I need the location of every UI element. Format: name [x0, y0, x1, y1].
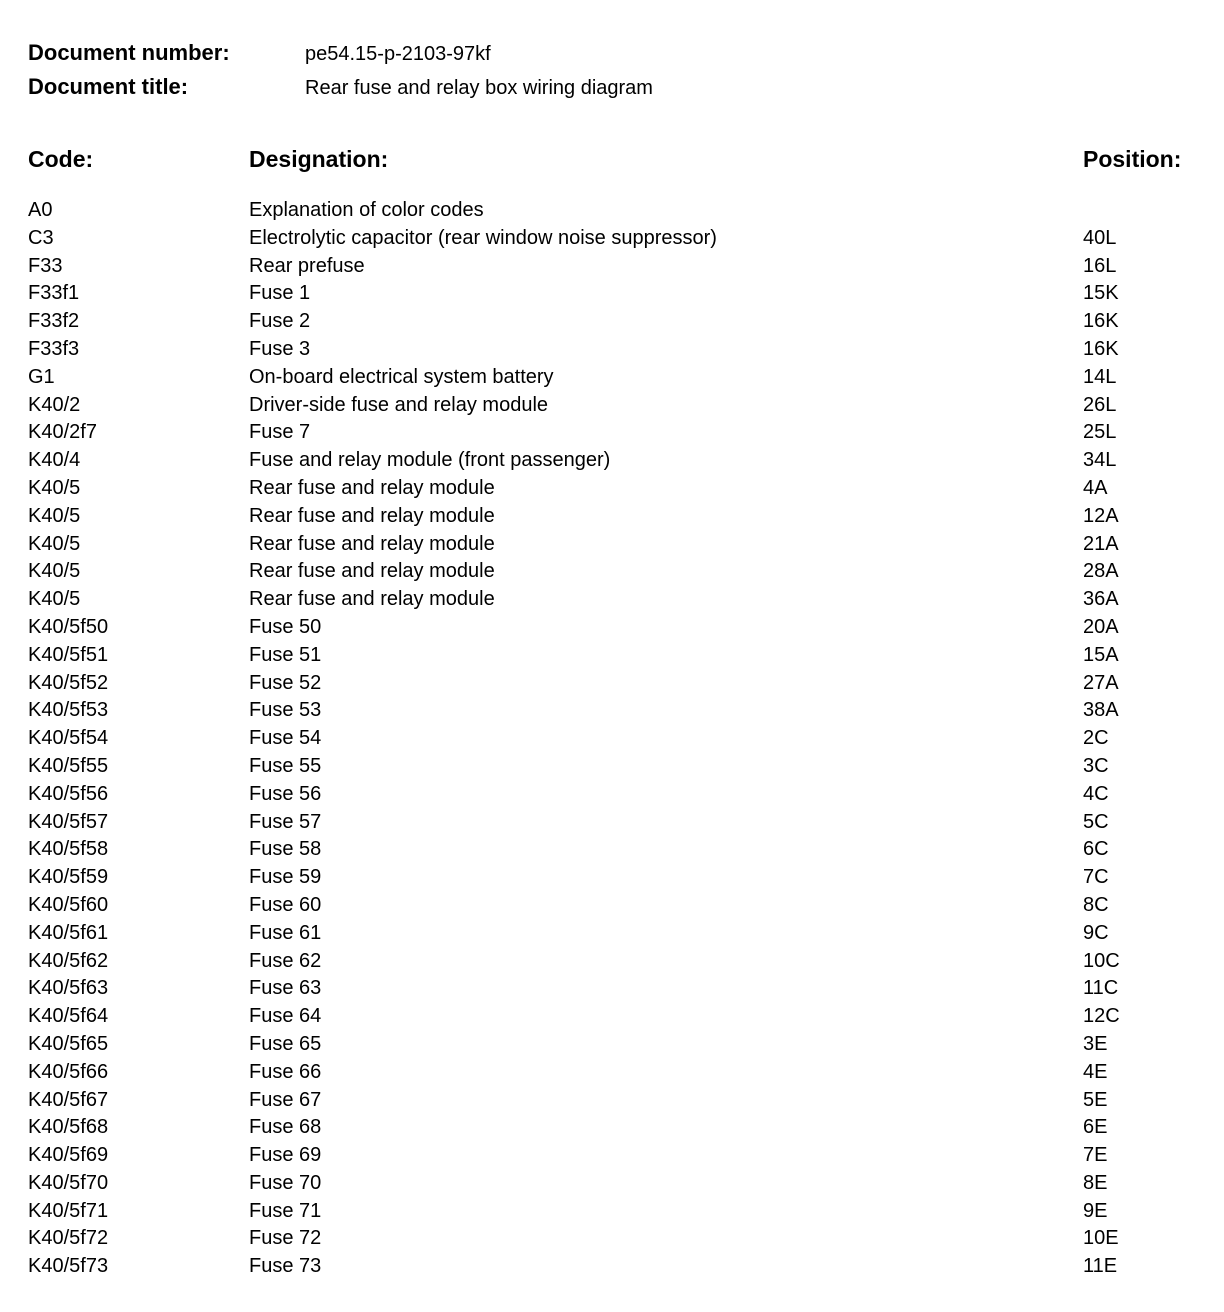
row-code: K40/5f56 — [28, 782, 109, 805]
row-code: K40/5 — [28, 588, 81, 611]
row-designation: Fuse 58 — [249, 838, 322, 861]
row-position: 4A — [1083, 476, 1108, 499]
table-row — [28, 1114, 1198, 1142]
table-row — [28, 614, 1198, 642]
row-code: K40/5f72 — [28, 1227, 109, 1250]
row-designation: Fuse 51 — [249, 643, 322, 666]
row-position: 20A — [1083, 615, 1119, 638]
header-designation: Designation: — [249, 146, 389, 172]
table-row — [28, 642, 1198, 670]
row-designation: Rear fuse and relay module — [249, 476, 495, 499]
row-designation: Fuse 52 — [249, 671, 322, 694]
row-position: 36A — [1083, 588, 1119, 611]
table-row — [28, 558, 1198, 586]
table-row — [28, 725, 1198, 753]
row-position: 7E — [1083, 1144, 1108, 1167]
row-designation: Explanation of color codes — [249, 199, 484, 221]
table-row — [28, 1198, 1198, 1226]
row-code: K40/5f64 — [28, 1005, 109, 1028]
table-row — [28, 864, 1198, 892]
row-code: K40/5f55 — [28, 754, 109, 777]
row-code: K40/5f69 — [28, 1144, 109, 1167]
row-code: K40/5f65 — [28, 1032, 109, 1055]
row-position: 34L — [1083, 449, 1117, 472]
table-row — [28, 392, 1198, 420]
row-code: K40/5f66 — [28, 1060, 109, 1083]
table-row — [28, 1225, 1198, 1253]
row-code: K40/2f7 — [28, 421, 97, 444]
row-position: 40L — [1083, 226, 1117, 249]
table-row — [28, 197, 1198, 225]
row-position: 7C — [1083, 866, 1109, 889]
row-code: F33f1 — [28, 282, 80, 305]
row-designation: Fuse 65 — [249, 1032, 322, 1055]
row-designation: Fuse 64 — [249, 1005, 322, 1028]
row-code: C3 — [28, 226, 54, 249]
row-position: 16L — [1083, 254, 1117, 277]
table-row — [28, 948, 1198, 976]
row-designation: On-board electrical system battery — [249, 365, 554, 388]
table-row — [28, 253, 1198, 281]
row-code: K40/5f63 — [28, 977, 109, 1000]
row-code: K40/5f71 — [28, 1199, 109, 1222]
row-designation: Fuse 67 — [249, 1088, 322, 1111]
row-designation: Fuse 55 — [249, 754, 322, 777]
row-designation: Fuse 61 — [249, 921, 322, 944]
row-code: K40/5f73 — [28, 1255, 109, 1278]
header-position: Position: — [1083, 146, 1182, 172]
table-row — [28, 475, 1198, 503]
row-position: 11C — [1083, 977, 1119, 1000]
table-row — [28, 419, 1198, 447]
document-number-label: Document number: — [28, 40, 230, 65]
row-designation: Fuse 57 — [249, 810, 322, 833]
row-code: A0 — [28, 199, 53, 221]
table-row — [28, 586, 1198, 614]
row-designation: Fuse 70 — [249, 1171, 322, 1194]
table-row — [28, 975, 1198, 1003]
row-code: K40/4 — [28, 449, 81, 472]
document-title-value: Rear fuse and relay box wiring diagram — [305, 77, 653, 99]
row-designation: Fuse 69 — [249, 1144, 322, 1167]
row-designation: Rear fuse and relay module — [249, 560, 495, 583]
row-position: 11E — [1083, 1255, 1118, 1278]
row-position: 12C — [1083, 1005, 1120, 1028]
row-code: K40/5f57 — [28, 810, 109, 833]
row-code: K40/5f59 — [28, 866, 109, 889]
row-position: 3E — [1083, 1032, 1108, 1055]
row-position: 3C — [1083, 754, 1109, 777]
row-designation: Fuse 72 — [249, 1227, 322, 1250]
row-designation: Fuse 3 — [249, 337, 311, 360]
row-designation: Fuse 53 — [249, 699, 322, 722]
row-designation: Fuse 66 — [249, 1060, 322, 1083]
table-row — [28, 225, 1198, 253]
row-code: K40/5f50 — [28, 615, 109, 638]
row-designation: Fuse 71 — [249, 1199, 322, 1222]
row-designation: Fuse 68 — [249, 1116, 322, 1139]
table-row — [28, 503, 1198, 531]
row-position: 4E — [1083, 1060, 1108, 1083]
row-position: 8E — [1083, 1171, 1108, 1194]
table-row — [28, 1003, 1198, 1031]
row-position: 10C — [1083, 949, 1120, 972]
row-designation: Fuse 60 — [249, 893, 322, 916]
row-designation: Fuse and relay module (front passenger) — [249, 449, 611, 472]
row-position: 38A — [1083, 699, 1119, 722]
row-position: 16K — [1083, 310, 1119, 333]
row-code: F33 — [28, 254, 63, 277]
row-designation: Fuse 54 — [249, 727, 322, 750]
row-code: K40/5 — [28, 560, 81, 583]
row-code: K40/5f53 — [28, 699, 109, 722]
table-row — [28, 308, 1198, 336]
document-title-label: Document title: — [28, 74, 189, 99]
row-position: 9E — [1083, 1199, 1108, 1222]
table-header — [28, 146, 1198, 176]
row-designation: Rear fuse and relay module — [249, 588, 495, 611]
row-code: K40/5f58 — [28, 838, 109, 861]
row-designation: Fuse 56 — [249, 782, 322, 805]
row-code: F33f2 — [28, 310, 80, 333]
row-position: 12A — [1083, 504, 1119, 527]
row-position: 27A — [1083, 671, 1119, 694]
row-position: 28A — [1083, 560, 1119, 583]
table-row — [28, 447, 1198, 475]
table-row — [28, 1031, 1198, 1059]
row-code: K40/2 — [28, 393, 81, 416]
row-designation: Rear fuse and relay module — [249, 504, 495, 527]
table-row — [28, 364, 1198, 392]
table-row — [28, 1087, 1198, 1115]
row-position: 8C — [1083, 893, 1109, 916]
row-code: K40/5f62 — [28, 949, 109, 972]
table-row — [28, 920, 1198, 948]
row-position: 14L — [1083, 365, 1117, 388]
row-designation: Driver-side fuse and relay module — [249, 393, 549, 416]
row-designation: Rear prefuse — [249, 254, 365, 277]
row-designation: Fuse 2 — [249, 310, 311, 333]
row-position: 2C — [1083, 727, 1109, 750]
table-row — [28, 781, 1198, 809]
table-row — [28, 280, 1198, 308]
row-position: 6E — [1083, 1116, 1108, 1139]
table-row — [28, 531, 1198, 559]
table-row — [28, 1253, 1198, 1281]
row-code: K40/5f54 — [28, 727, 109, 750]
row-position: 9C — [1083, 921, 1109, 944]
row-code: K40/5 — [28, 532, 81, 555]
component-table — [28, 197, 1198, 1281]
row-designation: Fuse 7 — [249, 421, 311, 444]
row-code: K40/5f60 — [28, 893, 109, 916]
row-position: 26L — [1083, 393, 1117, 416]
table-row — [28, 336, 1198, 364]
document-number-value: pe54.15-p-2103-97kf — [305, 43, 491, 65]
table-row — [28, 1142, 1198, 1170]
row-designation: Fuse 62 — [249, 949, 322, 972]
row-position: 5E — [1083, 1088, 1108, 1111]
row-code: K40/5f52 — [28, 671, 109, 694]
row-designation: Rear fuse and relay module — [249, 532, 495, 555]
row-position: 21A — [1083, 532, 1119, 555]
table-row — [28, 1170, 1198, 1198]
row-designation: Fuse 59 — [249, 866, 322, 889]
row-position: 25L — [1083, 421, 1117, 444]
row-code: G1 — [28, 365, 55, 388]
row-position: 4C — [1083, 782, 1109, 805]
row-code: K40/5 — [28, 476, 81, 499]
row-position: 6C — [1083, 838, 1109, 861]
row-code: F33f3 — [28, 337, 80, 360]
table-row — [28, 697, 1198, 725]
row-code: K40/5f70 — [28, 1171, 109, 1194]
row-position: 10E — [1083, 1227, 1119, 1250]
row-code: K40/5f68 — [28, 1116, 109, 1139]
row-code: K40/5 — [28, 504, 81, 527]
table-row — [28, 809, 1198, 837]
row-designation: Fuse 73 — [249, 1255, 322, 1278]
table-row — [28, 670, 1198, 698]
table-row — [28, 892, 1198, 920]
row-designation: Fuse 50 — [249, 615, 322, 638]
row-position: 15A — [1083, 643, 1119, 666]
row-position: 16K — [1083, 337, 1119, 360]
row-designation: Fuse 1 — [249, 282, 311, 305]
table-row — [28, 836, 1198, 864]
row-code: K40/5f61 — [28, 921, 109, 944]
row-code: K40/5f67 — [28, 1088, 109, 1111]
header-code: Code: — [28, 146, 94, 172]
table-row — [28, 1059, 1198, 1087]
row-designation: Electrolytic capacitor (rear window noise suppressor) — [249, 226, 717, 249]
row-code: K40/5f51 — [28, 643, 109, 666]
table-row — [28, 753, 1198, 781]
row-position: 15K — [1083, 282, 1119, 305]
row-designation: Fuse 63 — [249, 977, 322, 1000]
row-position: 5C — [1083, 810, 1109, 833]
